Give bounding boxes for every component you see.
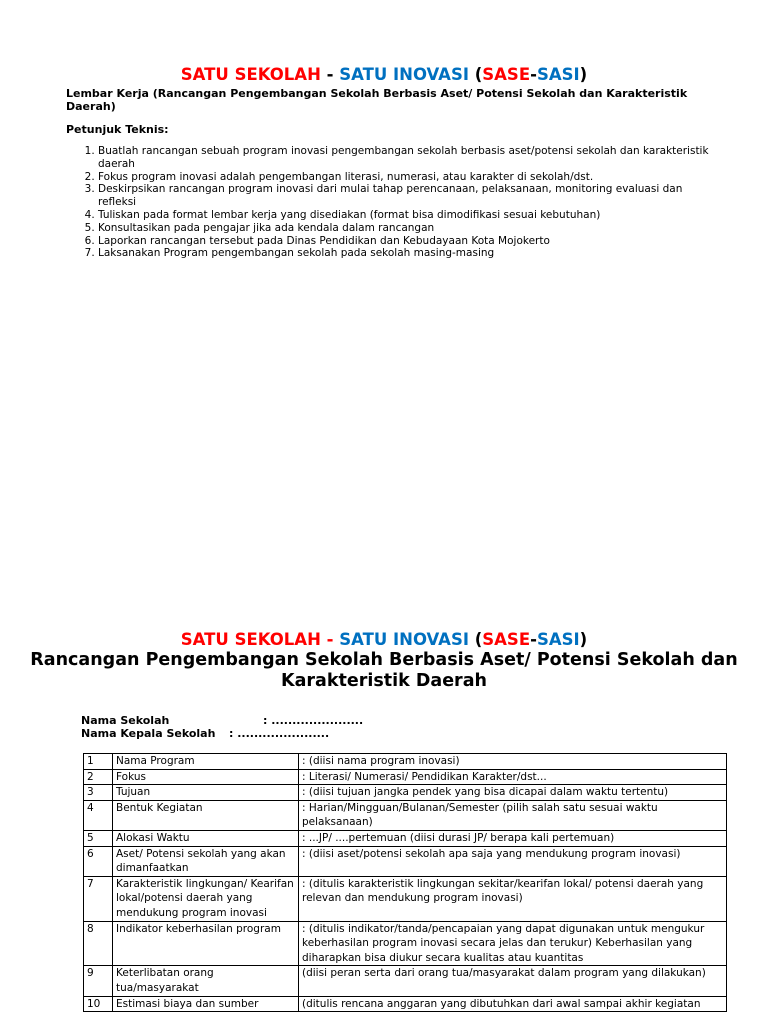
row-item: Indikator keberhasilan program — [113, 921, 299, 966]
row-description: : (ditulis karakteristik lingkungan sekitar/kearifan lokal/ potensi daerah yang relevan dan mendukung program inovasi) — [299, 876, 727, 921]
row-number: 3 — [84, 785, 113, 801]
section-subtitle: Rancangan Pengembangan Sekolah Berbasis Aset/ Potensi Sekolah dan Karakteristik Daerah — [30, 650, 738, 691]
row-description: (ditulis rencana anggaran yang dibutuhkan dari awal sampai akhir kegiatan — [299, 996, 727, 1012]
row-number: 6 — [84, 846, 113, 876]
row-number: 10 — [84, 996, 113, 1012]
row-description: : (ditulis indikator/tanda/pencapaian yang dapat digunakan untuk mengukur keberhasilan program inovasi secara jelas dan terukur) Keberhasilan yang diharapkan bisa diukur secara kualitas atau kuantitas — [299, 921, 727, 966]
row-item: Nama Program — [113, 754, 299, 770]
row-number: 7 — [84, 876, 113, 921]
principal-name-line — [81, 727, 329, 740]
table-row — [84, 785, 727, 801]
plan-table — [83, 753, 727, 1012]
row-description: : (diisi tujuan jangka pendek yang bisa dicapai dalam waktu tertentu) — [299, 785, 727, 801]
title-part2: SATU INOVASI — [339, 65, 469, 84]
title-abbr2: SASI — [536, 65, 580, 84]
table-row — [84, 921, 727, 966]
row-description: : Literasi/ Numerasi/ Pendidikan Karakter/dst... — [299, 769, 727, 785]
title-hyphen: - — [530, 65, 537, 84]
school-name-label: Nama Sekolah — [81, 714, 170, 727]
row-number: 5 — [84, 830, 113, 846]
title-paren-close: ) — [579, 630, 588, 649]
row-item: Keterlibatan orang tua/masyarakat — [113, 966, 299, 996]
instruction-item: 3. Deskirpsikan rancangan program inovasi dari mulai tahap perencanaan, pelaksanaan, monitoring evaluasi dan refleksi — [98, 183, 718, 209]
instruction-item: 1. Buatlah rancangan sebuah program inovasi pengembangan sekolah berbasis aset/potensi sekolah dan karakteristik daerah — [98, 145, 718, 171]
title-dash: - — [320, 630, 340, 649]
row-item: Alokasi Waktu — [113, 830, 299, 846]
row-item: Estimasi biaya dan sumber — [113, 996, 299, 1012]
instructions-list — [66, 145, 718, 260]
title-abbr1: SASE — [482, 630, 531, 649]
instruction-item: 4. Tuliskan pada format lembar kerja yang disediakan (format bisa dimodifikasi sesuai kebutuhan) — [98, 209, 718, 222]
table-row — [84, 876, 727, 921]
title-part2: SATU INOVASI — [339, 630, 469, 649]
row-description: : Harian/Mingguan/Bulanan/Semester (pilih salah satu sesuai waktu pelaksanaan) — [299, 800, 727, 830]
worksheet-label: Lembar Kerja (Rancangan Pengembangan Sekolah Berbasis Aset/ Potensi Sekolah dan Karakteristik Daerah) — [66, 87, 688, 113]
instruction-item: 6. Laporkan rancangan tersebut pada Dinas Pendidikan dan Kebudayaan Kota Mojokerto — [98, 235, 718, 248]
school-name-value: : ...................... — [263, 714, 364, 727]
table-row — [84, 966, 727, 996]
table-row — [84, 800, 727, 830]
table-row — [84, 846, 727, 876]
row-item: Aset/ Potensi sekolah yang akan dimanfaatkan — [113, 846, 299, 876]
row-number: 1 — [84, 754, 113, 770]
row-item: Bentuk Kegiatan — [113, 800, 299, 830]
row-item: Tujuan — [113, 785, 299, 801]
row-number: 2 — [84, 769, 113, 785]
row-number: 4 — [84, 800, 113, 830]
title-paren-open: ( — [468, 65, 483, 84]
row-description: : (diisi nama program inovasi) — [299, 754, 727, 770]
principal-label: Nama Kepala Sekolah — [81, 727, 216, 740]
school-name-line — [81, 714, 363, 727]
title-dash: - — [320, 65, 340, 84]
row-item: Karakteristik lingkungan/ Kearifan lokal/potensi daerah yang mendukung program inovasi — [113, 876, 299, 921]
title-part1: SATU SEKOLAH — [180, 65, 321, 84]
row-description: (diisi peran serta dari orang tua/masyarakat dalam program yang dilakukan) — [299, 966, 727, 996]
row-description: : ...JP/ ....pertemuan (diisi durasi JP/ berapa kali pertemuan) — [299, 830, 727, 846]
row-number: 9 — [84, 966, 113, 996]
technical-heading: Petunjuk Teknis: — [66, 123, 169, 136]
row-description: : (diisi aset/potensi sekolah apa saja yang mendukung program inovasi) — [299, 846, 727, 876]
instruction-item: 5. Konsultasikan pada pengajar jika ada kendala dalam rancangan — [98, 222, 718, 235]
title-paren-close: ) — [579, 65, 588, 84]
title-abbr1: SASE — [482, 65, 531, 84]
title-part1: SATU SEKOLAH — [180, 630, 321, 649]
title-paren-open: ( — [468, 630, 483, 649]
table-row — [84, 769, 727, 785]
title-abbr2: SASI — [536, 630, 580, 649]
row-number: 8 — [84, 921, 113, 966]
instruction-item: 7. Laksanakan Program pengembangan sekolah pada sekolah masing-masing — [98, 247, 718, 260]
title-hyphen: - — [530, 630, 537, 649]
page-title — [0, 65, 768, 84]
row-item: Fokus — [113, 769, 299, 785]
principal-value: : ...................... — [229, 727, 330, 740]
section-title — [0, 630, 768, 649]
table-row — [84, 996, 727, 1012]
instruction-item: 2. Fokus program inovasi adalah pengembangan literasi, numerasi, atau karakter di sekolah/dst. — [98, 171, 718, 184]
table-row — [84, 830, 727, 846]
table-row — [84, 754, 727, 770]
